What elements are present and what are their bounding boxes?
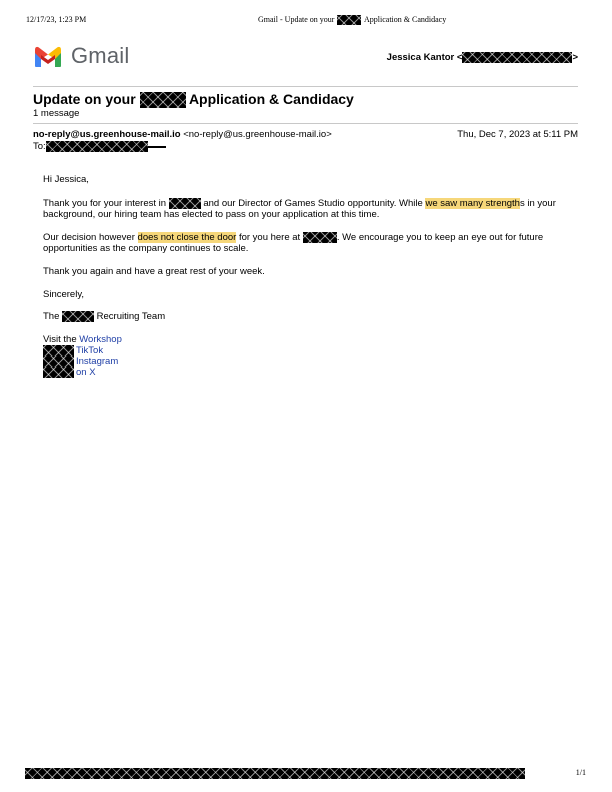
- redaction-block: [462, 52, 572, 63]
- closing: Sincerely,: [43, 288, 85, 300]
- account-name: Jessica Kantor <: [386, 52, 463, 64]
- body-text: for you here at: [238, 231, 301, 243]
- redaction-block: [62, 311, 94, 322]
- message-count: 1 message: [33, 108, 80, 119]
- account-line: [387, 52, 578, 63]
- body-text: Recruiting Team: [96, 311, 166, 323]
- gmail-m-icon: [33, 45, 63, 68]
- gmail-wordmark: Gmail: [71, 43, 130, 68]
- body-text: Our decision however: [43, 231, 135, 243]
- print-datetime: 12/17/23, 1:23 PM: [26, 15, 87, 24]
- to-line: [33, 141, 166, 152]
- redaction-block: [46, 141, 148, 152]
- redaction-block: [337, 15, 361, 25]
- paragraph-2-line-2: opportunities as the company continues to scale.: [43, 243, 249, 255]
- redaction-block: [43, 367, 74, 378]
- divider: [33, 86, 578, 87]
- email-subject: [33, 91, 354, 108]
- body-text: and our Director of Games Studio opportunity. While: [203, 197, 423, 209]
- body-text: The: [43, 311, 60, 323]
- redaction-underline: [148, 146, 166, 148]
- x-link[interactable]: on X: [76, 366, 96, 378]
- instagram-link[interactable]: Instagram: [76, 355, 119, 367]
- greeting: Hi Jessica,: [43, 174, 89, 185]
- tiktok-link[interactable]: TikTok: [76, 344, 104, 356]
- subject-suffix: Application & Candidacy: [188, 91, 354, 107]
- paragraph-2: [43, 232, 578, 244]
- paragraph-1-line-2: background, our hiring team has elected to pass on your application at this time.: [43, 209, 380, 221]
- from-line: [33, 129, 332, 140]
- body-text: Thank you for your interest in: [43, 197, 167, 209]
- email-date: Thu, Dec 7, 2023 at 5:11 PM: [457, 129, 578, 140]
- paragraph-1: [43, 198, 578, 210]
- body-text: s in your: [519, 197, 556, 209]
- page-number: 1/1: [575, 768, 586, 777]
- paragraph-3: Thank you again and have a great rest of your week.: [43, 266, 265, 277]
- divider: [33, 123, 578, 124]
- subject-prefix: Update on your: [33, 91, 136, 107]
- highlighted-text: we saw many strength: [425, 197, 520, 209]
- sender-address: <no-reply@us.greenhouse-mail.io>: [183, 129, 332, 140]
- account-suffix: >: [572, 52, 578, 64]
- to-label: To:: [33, 141, 46, 153]
- social-links: [43, 334, 578, 382]
- redaction-block: [25, 768, 525, 779]
- redaction-block: [43, 345, 74, 356]
- body-text: . We encourage you to keep an eye out for future: [336, 231, 544, 243]
- workshop-link[interactable]: Workshop: [79, 333, 122, 345]
- print-title-suffix: Application & Candidacy: [364, 15, 447, 24]
- print-title-prefix: Gmail - Update on your: [258, 15, 335, 24]
- sender-name: no-reply@us.greenhouse-mail.io: [33, 129, 181, 140]
- email-body: [43, 174, 578, 382]
- highlighted-text: does not close the door: [137, 231, 237, 243]
- redaction-block: [303, 232, 337, 243]
- print-title: [258, 15, 446, 25]
- visit-label: Visit the: [43, 333, 77, 345]
- redaction-block: [169, 198, 201, 209]
- redaction-block: [43, 356, 74, 367]
- visit-line: [43, 334, 122, 346]
- signature: [43, 311, 578, 323]
- redaction-block: [140, 92, 186, 108]
